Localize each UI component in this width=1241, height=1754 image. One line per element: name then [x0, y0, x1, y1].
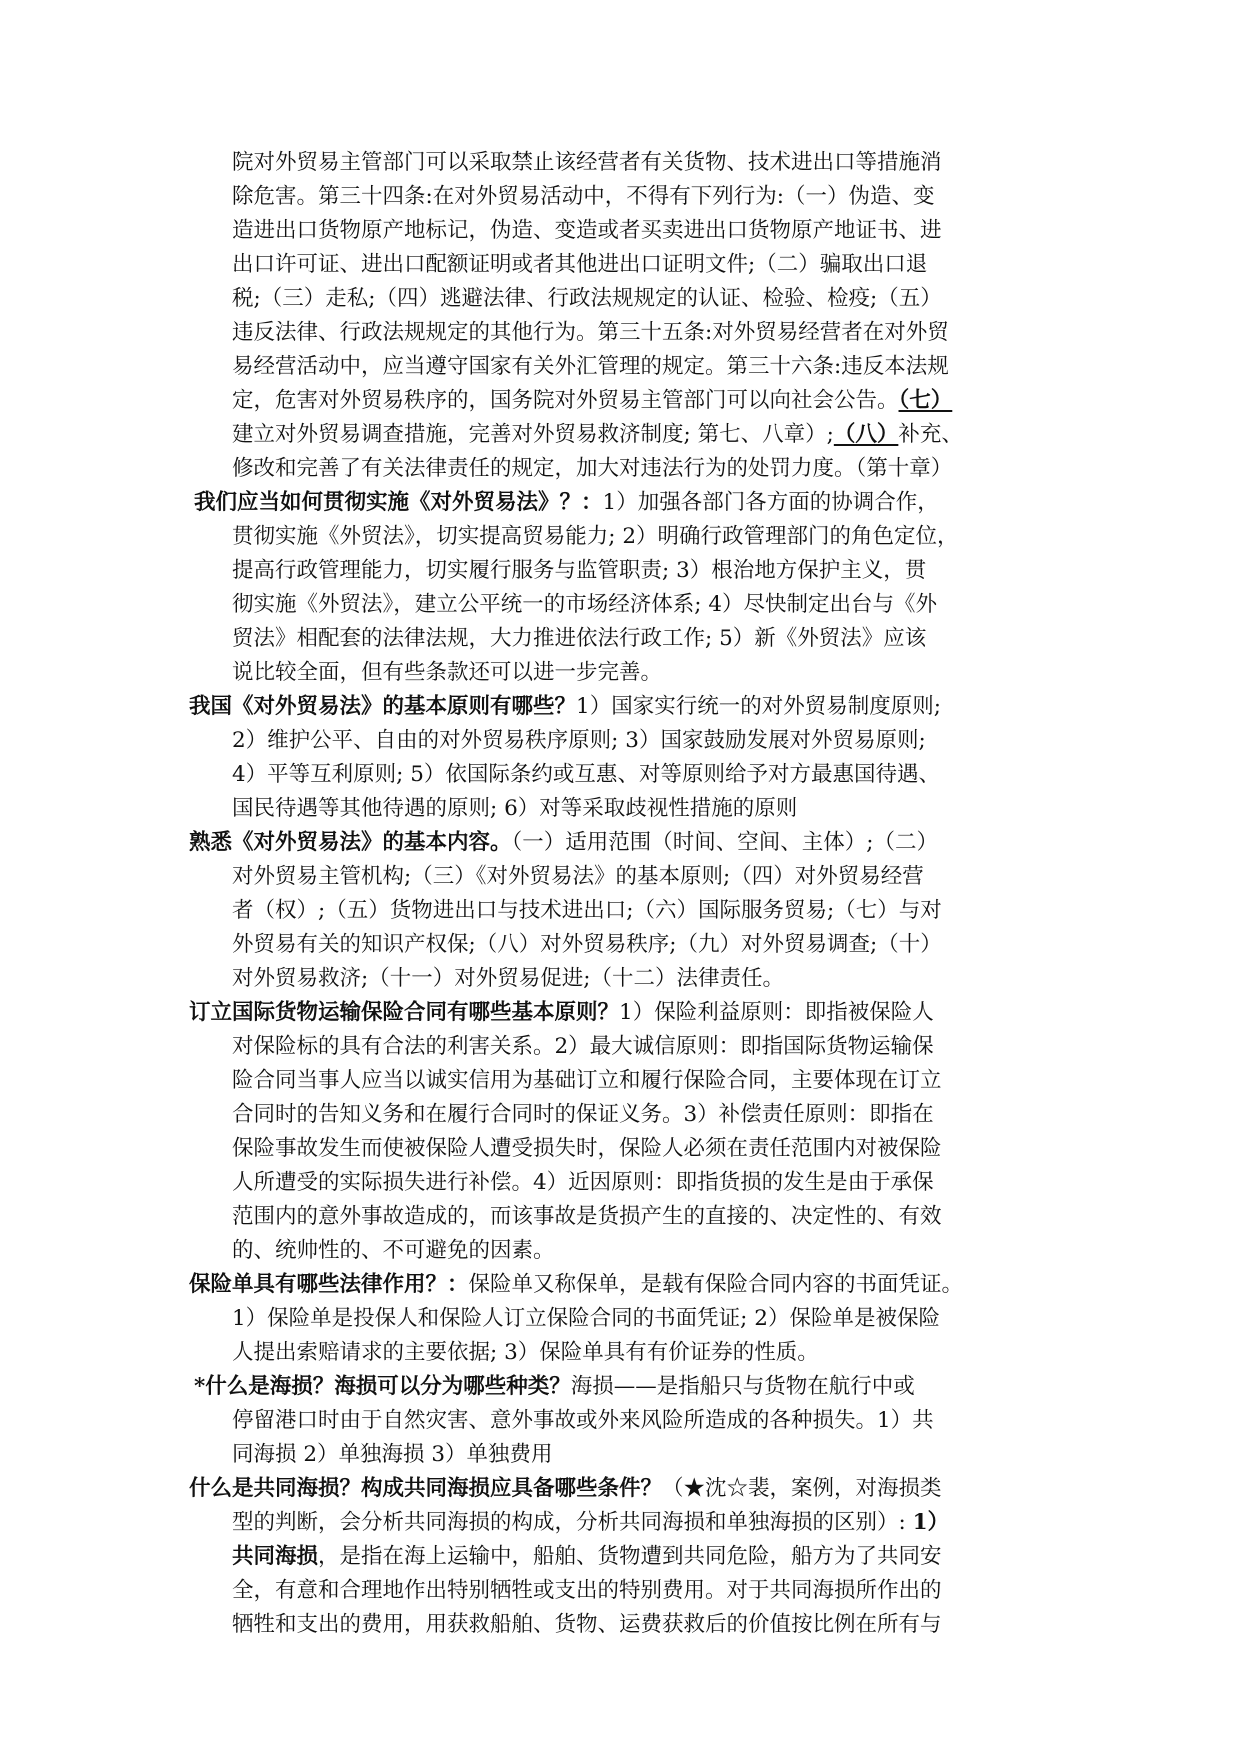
answer-line: 说比较全面，但有些条款还可以进一步完善。	[232, 660, 663, 685]
answer-line: 同海损 2）单独海损 3）单独费用	[232, 1442, 553, 1467]
answer-text: （一）适用范围（时间、空间、主体）;（二）	[511, 830, 939, 855]
answer-text: 海损——是指船只与货物在航行中或	[570, 1374, 915, 1399]
answer-line: 对保险标的具有合法的利害关系。2）最大诚信原则：即指国际货物运输保	[232, 1034, 934, 1059]
bold-marker: 1）	[912, 1510, 950, 1535]
answer-line: 人提出索赔请求的主要依据; 3）保险单具有有价证券的性质。	[232, 1340, 819, 1365]
answer-line: 范围内的意外事故造成的，而该事故是货损产生的直接的、决定性的、有效	[232, 1204, 942, 1229]
answer-line: 4）平等互利原则; 5）依国际条约或互惠、对等原则给予对方最惠国待遇、	[232, 762, 940, 787]
answer-text: 1）保险利益原则：即指被保险人	[619, 1000, 934, 1025]
question-heading: 我们应当如何贯彻实施《对外贸易法》？：	[194, 490, 603, 515]
answer-line: 贸法》相配套的法律法规，大力推进依法行政工作; 5）新《外贸法》应该	[232, 626, 927, 651]
answer-line: 1）保险单是投保人和保险人订立保险合同的书面凭证; 2）保险单是被保险	[232, 1306, 940, 1331]
text-line: 税;（三）走私;（四）逃避法律、行政法规规定的认证、检验、检疫;（五）	[232, 286, 942, 311]
answer-line: 2）维护公平、自由的对外贸易秩序原则; 3）国家鼓励发展对外贸易原则;	[232, 728, 926, 753]
question-line	[189, 826, 938, 860]
text-segment: 补充、	[898, 422, 963, 447]
question-heading: 熟悉《对外贸易法》的基本内容。	[189, 830, 512, 855]
answer-line: 停留港口时由于自然灾害、意外事故或外来风险所造成的各种损失。1）共	[232, 1408, 934, 1433]
text-line: 出口许可证、进出口配额证明或者其他进出口证明文件;（二）骗取出口退	[232, 252, 928, 277]
answer-line: 人所遭受的实际损失进行补偿。4）近因原则：即指货损的发生是由于承保	[232, 1170, 934, 1195]
underlined-marker: （七）	[898, 388, 953, 413]
question-line	[189, 996, 934, 1030]
answer-line: 者（权）;（五）货物进出口与技术进出口;（六）国际服务贸易;（七）与对	[232, 898, 942, 923]
text-line: 除危害。第三十四条:在对外贸易活动中，不得有下列行为:（一）伪造、变	[232, 184, 935, 209]
text-line: 修改和完善了有关法律责任的规定，加大对违法行为的处罚力度。（第十章）	[232, 456, 953, 481]
text-segment: 定，危害对外贸易秩序的，国务院对外贸易主管部门可以向社会公告。	[232, 388, 899, 413]
text-line	[232, 384, 952, 418]
answer-line: 贯彻实施《外贸法》，切实提高贸易能力; 2）明确行政管理部门的角色定位，	[232, 524, 959, 549]
answer-text: （★沈☆裴，案例，对海损类	[662, 1476, 942, 1501]
text-line: 院对外贸易主管部门可以采取禁止该经营者有关货物、技术进出口等措施消	[232, 150, 942, 175]
text-line: 易经营活动中，应当遵守国家有关外汇管理的规定。第三十六条:违反本法规	[232, 354, 949, 379]
underlined-marker: （八）	[833, 422, 899, 447]
answer-line: 彻实施《外贸法》，建立公平统一的市场经济体系; 4）尽快制定出台与《外	[232, 592, 938, 617]
text-line: 违反法律、行政法规规定的其他行为。第三十五条:对外贸易经营者在对外贸	[232, 320, 949, 345]
answer-line: 合同时的告知义务和在履行合同时的保证义务。3）补偿责任原则：即指在	[232, 1102, 934, 1127]
text-segment: ，是指在海上运输中，船舶、货物遭到共同危险，船方为了共同安	[318, 1544, 942, 1569]
text-segment: 建立对外贸易调查措施，完善对外贸易救济制度; 第七、八章）;	[232, 422, 834, 447]
question-line	[189, 690, 941, 724]
question-line	[194, 1370, 915, 1404]
answer-line: 国民待遇等其他待遇的原则; 6）对等采取歧视性措施的原则	[232, 796, 798, 821]
answer-line	[232, 1506, 949, 1540]
answer-line: 险合同当事人应当以诚实信用为基础订立和履行保险合同，主要体现在订立	[232, 1068, 942, 1093]
question-line	[194, 486, 939, 520]
question-heading: 订立国际货物运输保险合同有哪些基本原则？	[189, 1000, 620, 1025]
answer-text: 1）加强各部门各方面的协调合作，	[602, 490, 939, 515]
answer-line: 全，有意和合理地作出特别牺牲或支出的特别费用。对于共同海损所作出的	[232, 1578, 942, 1603]
answer-line	[232, 1540, 942, 1574]
question-heading: 我国《对外贸易法》的基本原则有哪些？	[189, 694, 577, 719]
question-line	[189, 1472, 942, 1506]
answer-line: 对外贸易主管机构;（三）《对外贸易法》的基本原则;（四）对外贸易经营	[232, 864, 924, 889]
text-line: 造进出口货物原产地标记，伪造、变造或者买卖进出口货物原产地证书、进	[232, 218, 942, 243]
answer-line: 提高行政管理能力，切实履行服务与监管职责; 3）根治地方保护主义，贯	[232, 558, 927, 583]
question-heading: 什么是共同海损？构成共同海损应具备哪些条件？	[189, 1476, 663, 1501]
text-segment: 型的判断，会分析共同海损的构成，分析共同海损和单独海损的区别）:	[232, 1510, 913, 1535]
question-heading: 保险单具有哪些法律作用？：	[189, 1272, 469, 1297]
answer-text: 1）国家实行统一的对外贸易制度原则;	[576, 694, 941, 719]
question-heading: *什么是海损？海损可以分为哪些种类？	[194, 1374, 571, 1399]
answer-line: 保险事故发生而使被保险人遭受损失时，保险人必须在责任范围内对被保险	[232, 1136, 942, 1161]
answer-line: 牺牲和支出的费用，用获救船舶、货物、运费获救后的价值按比例在所有与	[232, 1612, 942, 1637]
answer-text: 保险单又称保单，是载有保险合同内容的书面凭证。	[468, 1272, 964, 1297]
answer-line: 外贸易有关的知识产权保;（八）对外贸易秩序;（九）对外贸易调查;（十）	[232, 932, 942, 957]
answer-line: 的、统帅性的、不可避免的因素。	[232, 1238, 555, 1263]
question-line	[189, 1268, 963, 1302]
text-line	[232, 418, 963, 452]
answer-line: 对外贸易救济;（十一）对外贸易促进;（十二）法律责任。	[232, 966, 784, 991]
bold-term: 共同海损	[232, 1544, 319, 1569]
